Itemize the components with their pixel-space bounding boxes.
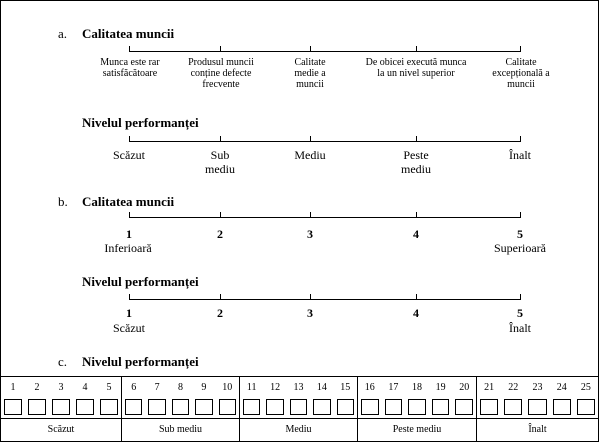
scale-a1-tick-2	[220, 46, 221, 52]
descriptor-5: Calitate excepțională a muncii	[492, 57, 550, 90]
scale-cell-number: 7	[154, 382, 160, 393]
category-label-3: Mediu	[285, 424, 312, 435]
category-label-2: Sub mediu	[158, 424, 203, 435]
scale-b1-high-label: Superioară	[494, 241, 546, 255]
category-label-5: Înalt	[528, 424, 547, 435]
scale-cell-number: 5	[106, 382, 112, 393]
section-a-title-quality: Calitatea muncii	[82, 26, 175, 41]
section-b-title-quality: Calitatea muncii	[82, 194, 175, 209]
section-c-letter: c.	[58, 354, 68, 369]
scale-b1-number-1: 1	[126, 227, 132, 241]
scale-b1-tick-5	[520, 212, 521, 218]
scale-a2-line	[129, 141, 521, 142]
scale-b2-tick-3	[310, 294, 311, 300]
scale-cell-box[interactable]	[480, 399, 498, 415]
scale-b2-tick-2	[220, 294, 221, 300]
scale-b2-tick-1	[129, 294, 130, 300]
scale-a2-tick-3	[310, 136, 311, 142]
category-label-4: Peste mediu	[392, 424, 442, 435]
scale-b1-number-3: 3	[307, 227, 313, 241]
level-label-2: Sub mediu	[205, 148, 235, 176]
scale-cell-box[interactable]	[455, 399, 473, 415]
scale-b1-tick-3	[310, 212, 311, 218]
scale-a1-tick-1	[129, 46, 130, 52]
scale-cell-box[interactable]	[4, 399, 22, 415]
scale-b1-tick-1	[129, 212, 130, 218]
section-b-letter: b.	[58, 194, 68, 209]
scale-cell-box[interactable]	[313, 399, 330, 415]
scale-b1-line	[129, 217, 521, 218]
scale-cell-number: 19	[435, 382, 446, 393]
scale-b2-number-1: 1	[126, 306, 132, 320]
table-category-border	[1, 418, 598, 419]
scale-b1-number-5: 5	[517, 227, 523, 241]
scale-b1-number-4: 4	[413, 227, 419, 241]
scale-cell-box[interactable]	[28, 399, 46, 415]
scale-b2-number-2: 2	[217, 306, 223, 320]
scale-cell-number: 1	[10, 382, 16, 393]
section-a-letter: a.	[58, 26, 68, 41]
scale-a2-tick-2	[220, 136, 221, 142]
scale-cell-box[interactable]	[195, 399, 212, 415]
scale-cell-number: 3	[58, 382, 64, 393]
scale-cell-box[interactable]	[100, 399, 118, 415]
scale-cell-number: 8	[177, 382, 183, 393]
scale-a2-tick-4	[416, 136, 417, 142]
section-c-title: Nivelul performanței	[82, 354, 199, 369]
scale-cell-number: 24	[556, 382, 567, 393]
level-label-4: Peste mediu	[401, 148, 431, 176]
scale-cell-box[interactable]	[290, 399, 307, 415]
scale-b2-low-label: Scăzut	[113, 321, 145, 335]
level-label-3: Mediu	[294, 148, 326, 162]
scale-cell-box[interactable]	[148, 399, 165, 415]
scale-cell-box[interactable]	[553, 399, 571, 415]
scale-b2-tick-5	[520, 294, 521, 300]
scale-cell-box[interactable]	[577, 399, 595, 415]
scale-b2-number-5: 5	[517, 306, 523, 320]
descriptor-1: Munca este rar satisfăcătoare	[100, 57, 160, 79]
scale-cell-number: 23	[532, 382, 543, 393]
scale-a1-tick-5	[520, 46, 521, 52]
scale-cell-box[interactable]	[219, 399, 236, 415]
scale-b1-number-2: 2	[217, 227, 223, 241]
scale-cell-box[interactable]	[432, 399, 450, 415]
scale-cell-box[interactable]	[385, 399, 403, 415]
scale-cell-number: 12	[270, 382, 281, 393]
scale-cell-box[interactable]	[337, 399, 354, 415]
scale-a1-tick-4	[416, 46, 417, 52]
scale-a2-tick-5	[520, 136, 521, 142]
scale-cell-box[interactable]	[76, 399, 94, 415]
level-label-1: Scăzut	[113, 148, 145, 162]
scale-a1-tick-3	[310, 46, 311, 52]
scale-cell-number: 6	[131, 382, 137, 393]
scale-cell-number: 25	[580, 382, 591, 393]
scale-cell-number: 15	[340, 382, 351, 393]
scale-cell-number: 21	[484, 382, 495, 393]
scale-b2-high-label: Înalt	[509, 321, 531, 335]
scale-cell-box[interactable]	[528, 399, 546, 415]
scale-cell-number: 16	[364, 382, 375, 393]
category-label-1: Scăzut	[47, 424, 75, 435]
scale-cell-number: 22	[508, 382, 519, 393]
scale-cell-box[interactable]	[125, 399, 142, 415]
scale-cell-number: 13	[293, 382, 304, 393]
scale-b1-tick-2	[220, 212, 221, 218]
section-b-title-performance: Nivelul performanței	[82, 274, 199, 289]
level-label-5: Înalt	[509, 148, 531, 162]
scale-b2-number-4: 4	[413, 306, 419, 320]
scale-cell-number: 14	[316, 382, 327, 393]
scale-cell-number: 2	[34, 382, 40, 393]
scale-cell-box[interactable]	[52, 399, 70, 415]
scale-cell-number: 4	[82, 382, 88, 393]
scale-cell-number: 17	[388, 382, 399, 393]
scale-cell-number: 10	[222, 382, 233, 393]
table-top-border	[1, 376, 598, 377]
scale-b2-line	[129, 299, 521, 300]
scale-cell-box[interactable]	[266, 399, 283, 415]
scale-cell-number: 11	[246, 382, 257, 393]
descriptor-4: De obicei execută munca la un nivel superior	[365, 57, 467, 79]
scale-cell-number: 9	[201, 382, 207, 393]
scale-a1-line	[129, 51, 521, 52]
scale-cell-box[interactable]	[504, 399, 522, 415]
scale-b1-low-label: Inferioară	[104, 241, 152, 255]
scale-b1-tick-4	[416, 212, 417, 218]
section-a-title-performance: Nivelul performanței	[82, 115, 199, 130]
descriptor-2: Produsul muncii conține defecte frecvente	[188, 57, 254, 90]
scale-a2-tick-1	[129, 136, 130, 142]
scale-cell-number: 20	[459, 382, 470, 393]
scale-cell-box[interactable]	[243, 399, 260, 415]
scale-b2-tick-4	[416, 294, 417, 300]
descriptor-3: Calitate medie a muncii	[294, 57, 326, 90]
scale-cell-box[interactable]	[172, 399, 189, 415]
scale-cell-box[interactable]	[361, 399, 379, 415]
scale-b2-number-3: 3	[307, 306, 313, 320]
scale-cell-number: 18	[411, 382, 422, 393]
scale-cell-box[interactable]	[408, 399, 426, 415]
